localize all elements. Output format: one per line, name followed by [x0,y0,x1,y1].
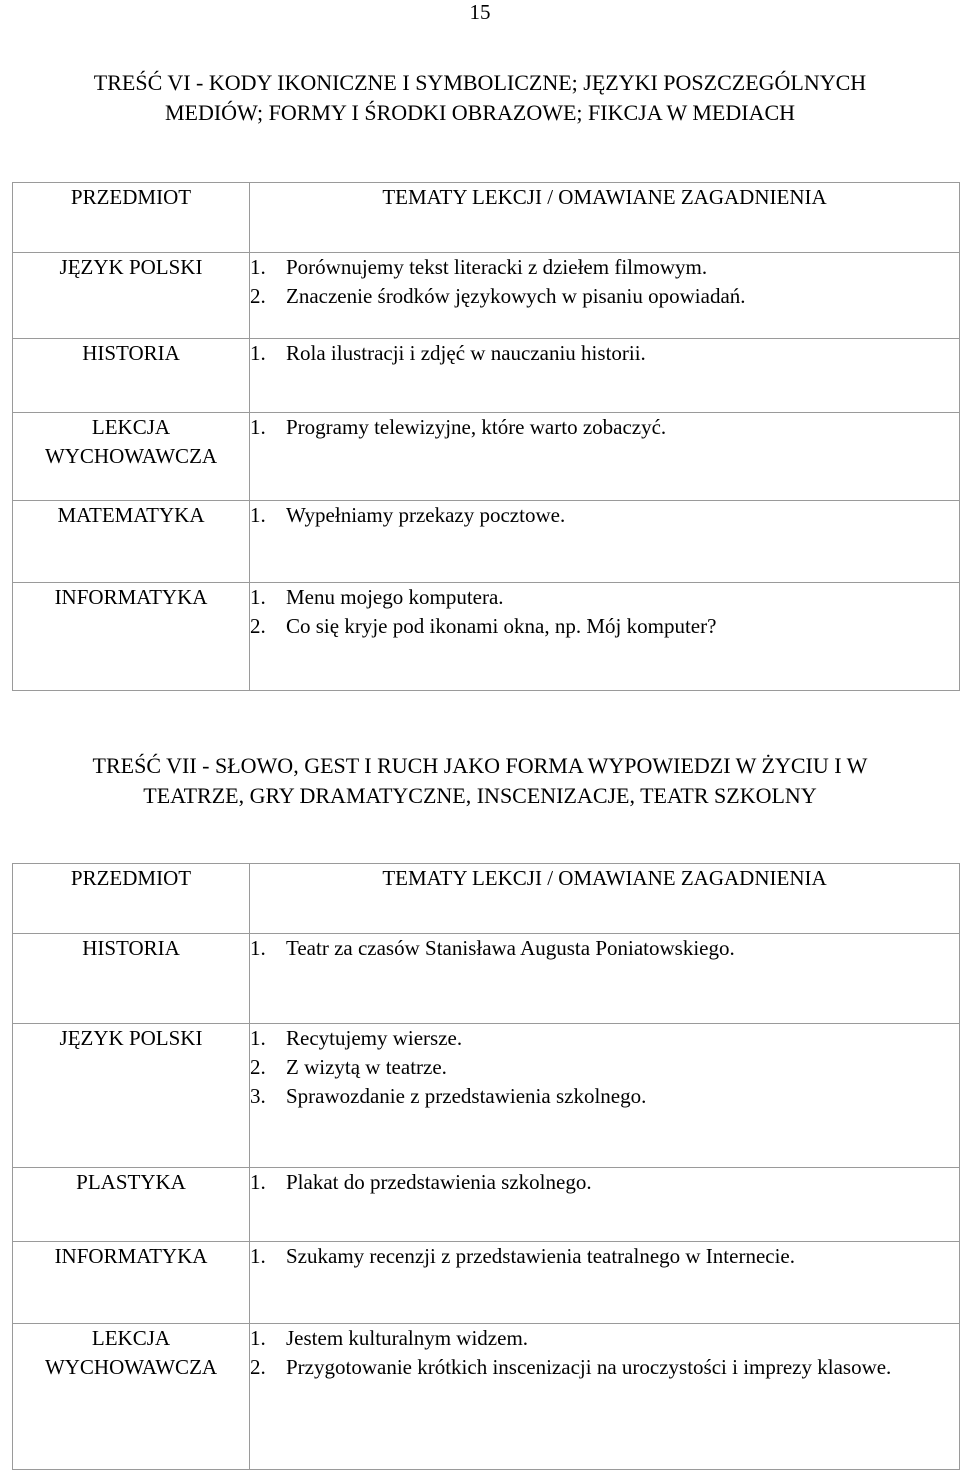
topic-item: 1. Plakat do przedstawienia szkolnego. [250,1170,592,1194]
topics-cell [250,501,960,583]
topics-cell [250,339,960,413]
topic-item: 1. Recytujemy wiersze. [250,1026,463,1050]
topic-item: 2. Przygotowanie krótkich inscenizacji na uroczystości i imprezy klasowe. [250,1355,892,1379]
table-header-row [13,183,960,253]
topics-cell [250,1324,960,1470]
topics-cell [250,1168,960,1242]
table-row [13,339,960,413]
topic-item: 1. Teatr za czasów Stanisława Augusta Poniatowskiego. [250,936,735,960]
table-row [13,583,960,691]
table-row [13,1168,960,1242]
subject-cell: INFORMATYKA [13,583,250,691]
subject-cell: PLASTYKA [13,1168,250,1242]
header-subject: PRZEDMIOT [13,864,250,934]
topic-item: 2. Z wizytą w teatrze. [250,1055,447,1079]
subject-cell: LEKCJA WYCHOWAWCZA [13,413,250,501]
section-6-title [0,68,960,128]
topic-item: 1. Porównujemy tekst literacki z dziełem filmowym. [250,255,708,279]
topic-item: 1. Szukamy recenzji z przedstawienia teatralnego w Internecie. [250,1244,795,1268]
table-row [13,501,960,583]
topics-cell [250,1242,960,1324]
section-7-title [0,751,960,811]
table-row [13,253,960,339]
topic-item: 1. Wypełniamy przekazy pocztowe. [250,503,566,527]
topic-item: 2. Znaczenie środków językowych w pisaniu opowiadań. [250,284,746,308]
subject-cell: JĘZYK POLSKI [13,253,250,339]
topics-cell [250,413,960,501]
topics-cell [250,1024,960,1168]
table-header-row [13,864,960,934]
header-topics: TEMATY LEKCJI / OMAWIANE ZAGADNIENIA [250,864,960,934]
topics-cell [250,253,960,339]
table-row [13,934,960,1024]
subject-cell: JĘZYK POLSKI [13,1024,250,1168]
topic-item: 1. Rola ilustracji i zdjęć w nauczaniu historii. [250,341,646,365]
section-6-table [12,182,960,691]
header-topics: TEMATY LEKCJI / OMAWIANE ZAGADNIENIA [250,183,960,253]
topics-cell [250,934,960,1024]
section-6-title-line-1: TREŚĆ VI - KODY IKONICZNE I SYMBOLICZNE; JĘZYKI POSZCZEGÓLNYCH [93,70,867,95]
topic-item: 1. Programy telewizyjne, które warto zobaczyć. [250,415,667,439]
subject-cell: HISTORIA [13,339,250,413]
subject-cell: LEKCJA WYCHOWAWCZA [13,1324,250,1470]
table-row [13,1242,960,1324]
topics-cell [250,583,960,691]
topic-item: 1. Jestem kulturalnym widzem. [250,1326,529,1350]
section-7-title-line-1: TREŚĆ VII - SŁOWO, GEST I RUCH JAKO FORMA WYPOWIEDZI W ŻYCIU I W [92,753,868,778]
header-subject: PRZEDMIOT [13,183,250,253]
section-7-table [12,863,960,1470]
section-7-title-line-2: TEATRZE, GRY DRAMATYCZNE, INSCENIZACJE, TEATR SZKOLNY [143,783,817,808]
subject-cell: HISTORIA [13,934,250,1024]
table-row [13,413,960,501]
subject-cell: MATEMATYKA [13,501,250,583]
topic-item: 2. Co się kryje pod ikonami okna, np. Mój komputer? [250,614,717,638]
topic-item: 1. Menu mojego komputera. [250,585,504,609]
topic-item: 3. Sprawozdanie z przedstawienia szkolnego. [250,1084,647,1108]
section-6-title-line-2: MEDIÓW; FORMY I ŚRODKI OBRAZOWE; FIKCJA W MEDIACH [164,100,796,125]
subject-cell: INFORMATYKA [13,1242,250,1324]
table-row [13,1024,960,1168]
page-number: 15 [469,0,491,24]
table-row [13,1324,960,1470]
